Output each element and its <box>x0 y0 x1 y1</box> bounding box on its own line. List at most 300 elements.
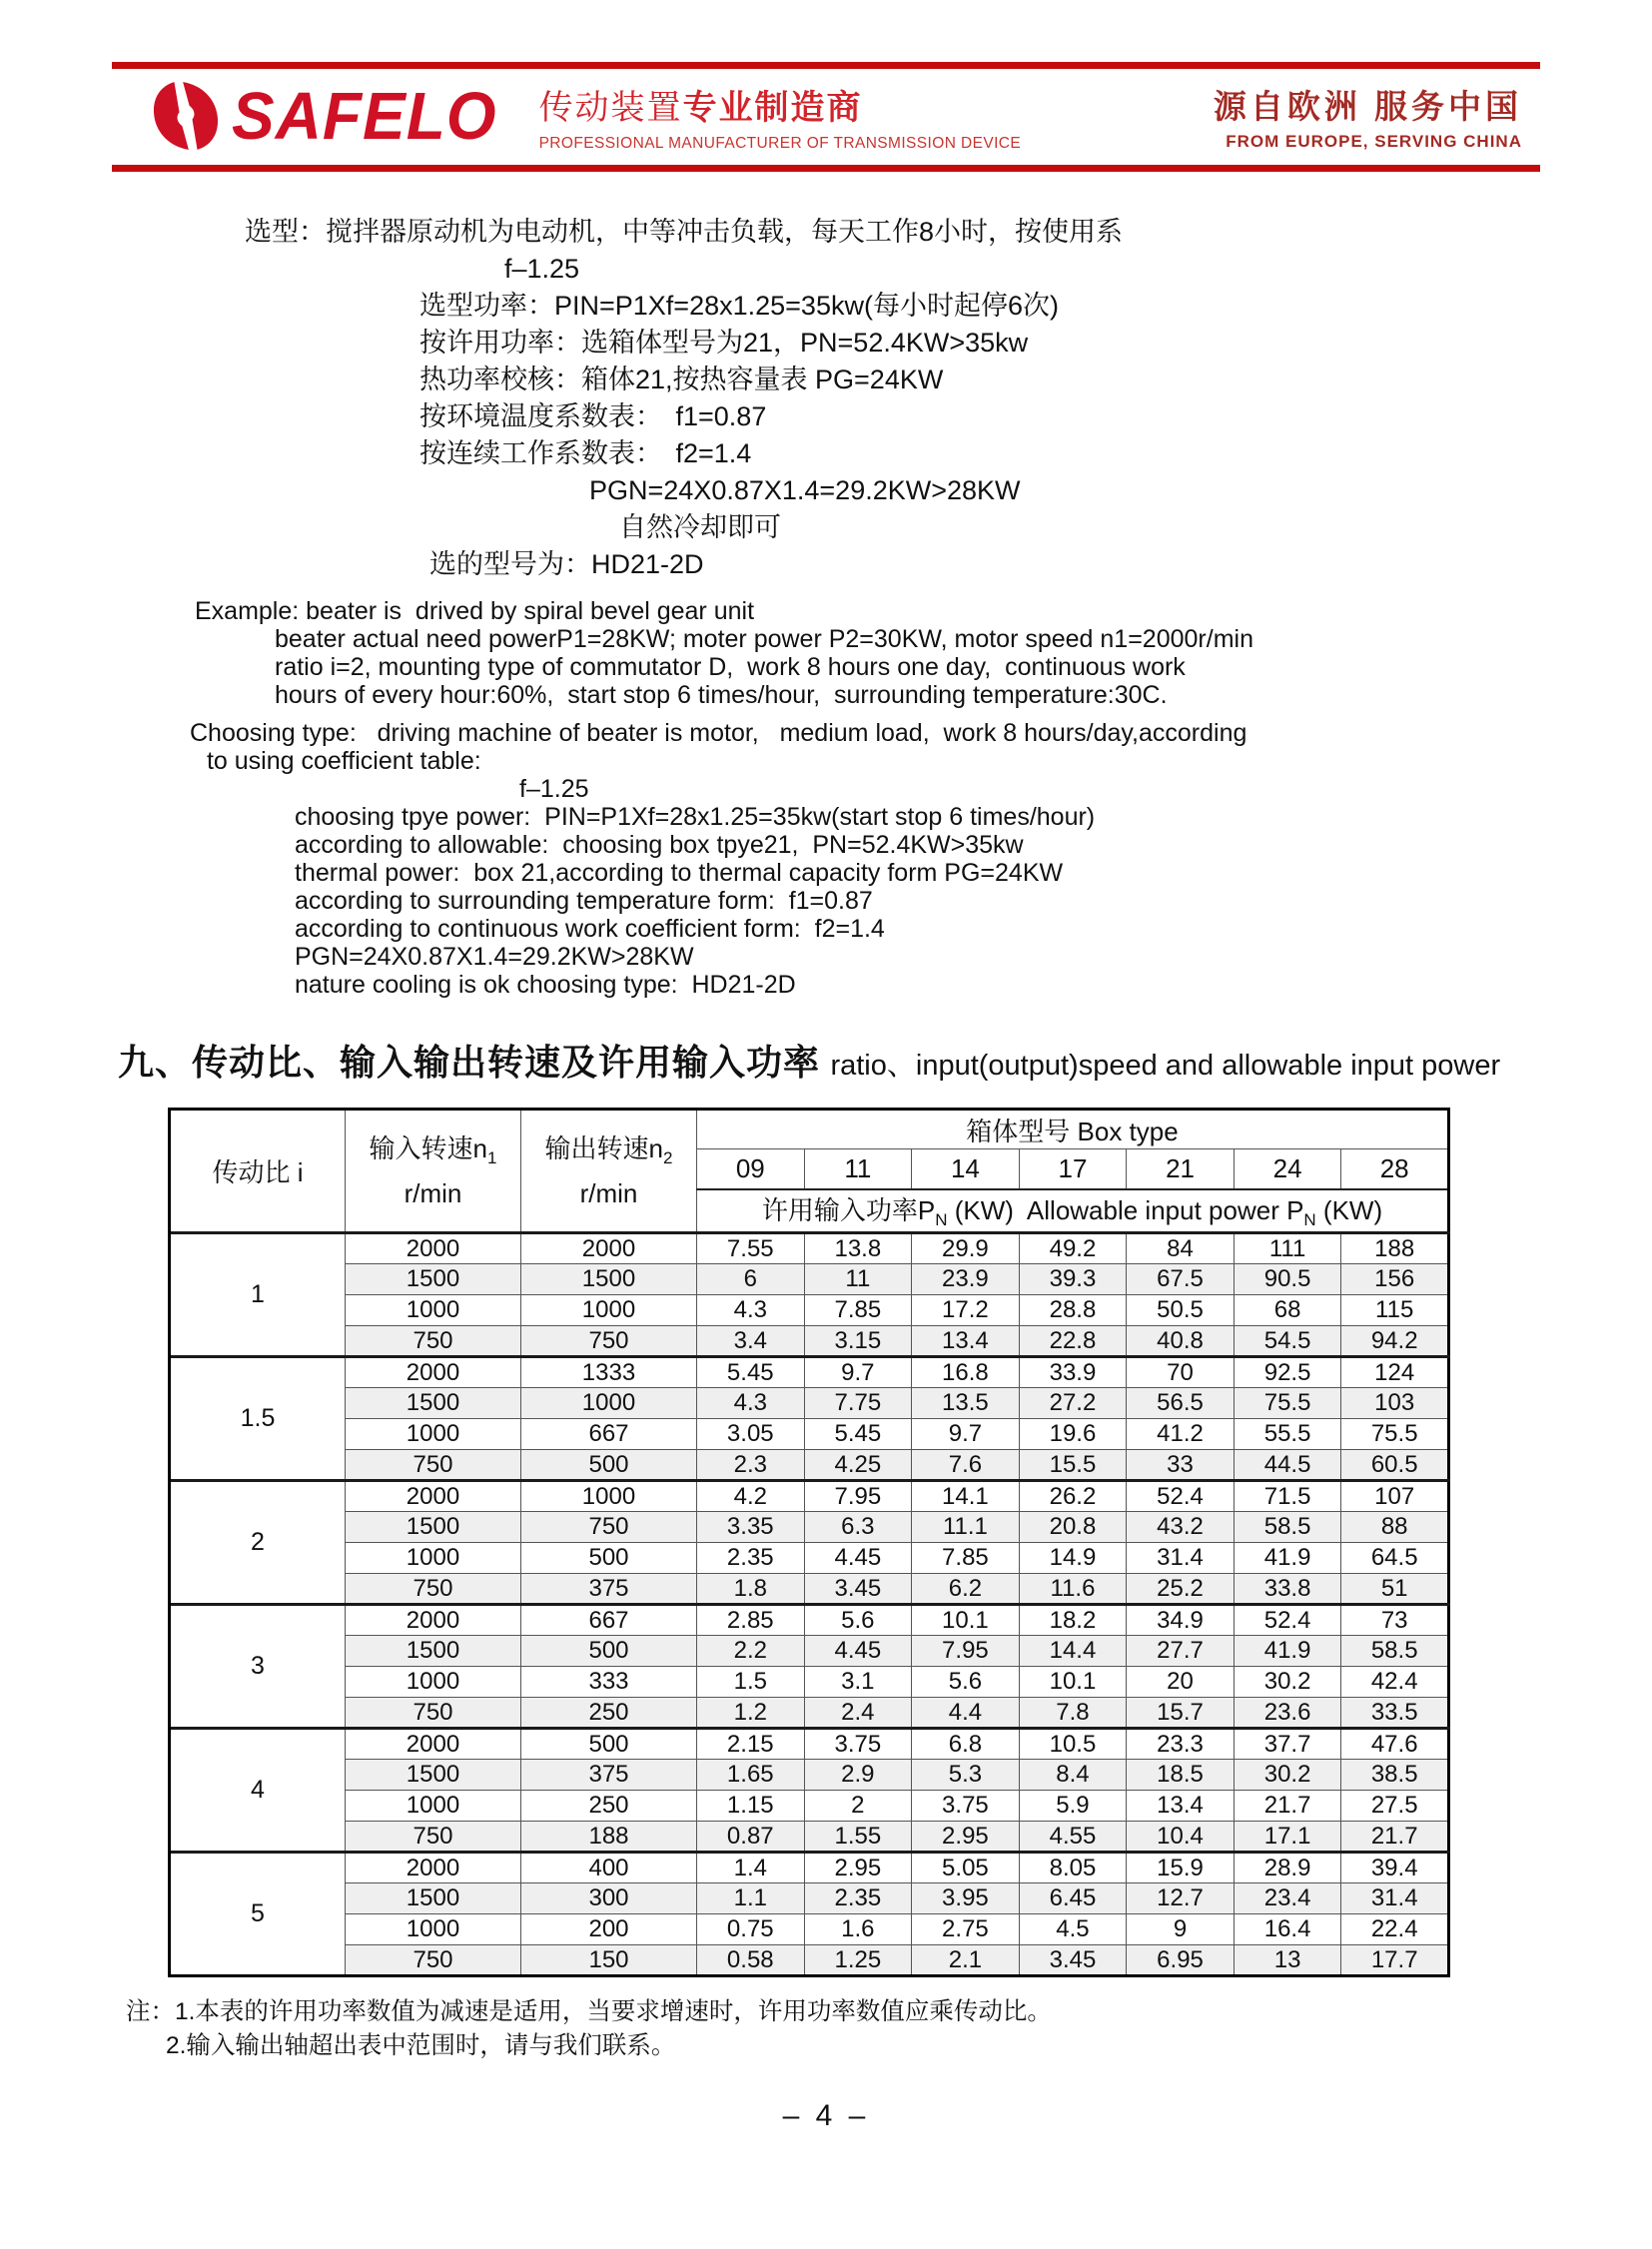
output-speed-label: 输出转速n <box>544 1133 663 1164</box>
power-value-cell: 10.5 <box>1019 1729 1127 1760</box>
power-value-cell: 23.3 <box>1127 1729 1235 1760</box>
power-value-cell: 21.7 <box>1341 1822 1449 1853</box>
power-value-cell: 5.6 <box>912 1667 1020 1698</box>
output-speed-cell: 500 <box>521 1543 697 1574</box>
power-value-cell: 3.35 <box>697 1512 805 1543</box>
power-value-cell: 26.2 <box>1019 1481 1127 1512</box>
power-value-cell: 5.45 <box>697 1357 805 1388</box>
power-value-cell: 8.4 <box>1019 1760 1127 1791</box>
power-value-cell: 3.4 <box>697 1326 805 1357</box>
power-value-cell: 6.3 <box>804 1512 912 1543</box>
power-value-cell: 107 <box>1341 1481 1449 1512</box>
table-row <box>170 1357 1449 1388</box>
power-value-cell: 55.5 <box>1234 1419 1341 1450</box>
power-value-cell: 27.2 <box>1019 1388 1127 1419</box>
power-value-cell: 15.7 <box>1127 1698 1235 1729</box>
power-value-cell: 7.55 <box>697 1233 805 1264</box>
output-speed-cell: 1000 <box>521 1295 697 1326</box>
power-value-cell: 3.05 <box>697 1419 805 1450</box>
power-value-cell: 2.1 <box>912 1945 1020 1976</box>
power-value-cell: 4.4 <box>912 1698 1020 1729</box>
input-speed-cell: 1000 <box>346 1914 521 1945</box>
power-value-cell: 20 <box>1127 1667 1235 1698</box>
input-speed-cell: 1500 <box>346 1388 521 1419</box>
input-speed-cell: 750 <box>346 1450 521 1481</box>
selection-example-english <box>0 597 1652 999</box>
header-slogan <box>539 80 1022 153</box>
power-value-cell: 0.58 <box>697 1945 805 1976</box>
output-speed-cell: 2000 <box>521 1233 697 1264</box>
en-line: according to surrounding temperature form: f1=0.87 <box>295 887 873 915</box>
power-value-cell: 5.45 <box>804 1419 912 1450</box>
power-value-cell: 29.9 <box>912 1233 1020 1264</box>
input-speed-cell: 2000 <box>346 1605 521 1636</box>
output-speed-cell: 1500 <box>521 1264 697 1295</box>
power-value-cell: 64.5 <box>1341 1543 1449 1574</box>
ratio-table-head-rows <box>170 1110 1449 1233</box>
power-value-cell: 52.4 <box>1234 1605 1341 1636</box>
power-value-cell: 67.5 <box>1127 1264 1235 1295</box>
slogan-chinese <box>539 80 1022 129</box>
power-value-cell: 19.6 <box>1019 1419 1127 1450</box>
power-value-cell: 5.6 <box>804 1605 912 1636</box>
table-row <box>170 1543 1449 1574</box>
power-value-cell: 39.4 <box>1341 1853 1449 1883</box>
table-row <box>170 1233 1449 1264</box>
power-value-cell: 1.25 <box>804 1945 912 1976</box>
table-row <box>170 1667 1449 1698</box>
input-speed-cell: 1500 <box>346 1636 521 1667</box>
power-value-cell: 30.2 <box>1234 1667 1341 1698</box>
box-type-28: 28 <box>1341 1149 1449 1189</box>
power-value-cell: 2.95 <box>912 1822 1020 1853</box>
power-value-cell: 7.6 <box>912 1450 1020 1481</box>
power-value-cell: 44.5 <box>1234 1450 1341 1481</box>
output-speed-cell: 375 <box>521 1574 697 1605</box>
ratio-cell: 5 <box>170 1853 346 1976</box>
output-speed-cell: 400 <box>521 1853 697 1883</box>
cn-line: f–1.25 <box>504 254 580 284</box>
section-title-english: ratio、input(output)speed and allowable input power <box>830 1050 1501 1082</box>
power-value-cell: 6 <box>697 1264 805 1295</box>
power-value-cell: 22.8 <box>1019 1326 1127 1357</box>
power-value-cell: 39.3 <box>1019 1264 1127 1295</box>
power-value-cell: 103 <box>1341 1388 1449 1419</box>
input-speed-cell: 750 <box>346 1945 521 1976</box>
power-value-cell: 13.5 <box>912 1388 1020 1419</box>
allowable-cn-unit: (KW) <box>947 1195 1014 1226</box>
header-right-tagline <box>1214 81 1522 152</box>
output-speed-cell: 375 <box>521 1760 697 1791</box>
en-line: choosing tpye power: PIN=P1Xf=28x1.25=35kw(start stop 6 times/hour) <box>295 803 1096 831</box>
output-speed-column-header <box>521 1110 697 1233</box>
input-speed-cell: 1000 <box>346 1791 521 1822</box>
allowable-power-span-header <box>697 1189 1449 1233</box>
power-value-cell: 13.4 <box>1127 1791 1235 1822</box>
box-type-21: 21 <box>1127 1149 1235 1189</box>
cn-line: 热功率校核：箱体21,按热容量表 PG=24KW <box>419 365 944 394</box>
box-type-17: 17 <box>1019 1149 1127 1189</box>
en-line: nature cooling is ok choosing type: HD21-2D <box>295 971 796 999</box>
output-speed-cell: 250 <box>521 1698 697 1729</box>
power-value-cell: 54.5 <box>1234 1326 1341 1357</box>
power-value-cell: 27.5 <box>1341 1791 1449 1822</box>
page-number: – 4 – <box>782 2099 870 2132</box>
power-value-cell: 2.2 <box>697 1636 805 1667</box>
table-row <box>170 1574 1449 1605</box>
power-value-cell: 4.45 <box>804 1636 912 1667</box>
power-value-cell: 2.9 <box>804 1760 912 1791</box>
power-value-cell: 23.6 <box>1234 1698 1341 1729</box>
power-value-cell: 2.3 <box>697 1450 805 1481</box>
input-speed-cell: 1500 <box>346 1512 521 1543</box>
output-speed-sub: 2 <box>663 1148 673 1168</box>
power-value-cell: 7.85 <box>804 1295 912 1326</box>
power-value-cell: 56.5 <box>1127 1388 1235 1419</box>
power-value-cell: 5.3 <box>912 1760 1020 1791</box>
power-value-cell: 60.5 <box>1341 1450 1449 1481</box>
allowable-en-sub: N <box>1303 1210 1316 1230</box>
power-value-cell: 10.1 <box>1019 1667 1127 1698</box>
section-title-chinese: 九、传动比、输入输出转速及许用输入功率 <box>118 1042 821 1083</box>
power-value-cell: 94.2 <box>1341 1326 1449 1357</box>
table-row <box>170 1450 1449 1481</box>
allowable-cn: 许用输入功率P <box>761 1195 936 1226</box>
cn-line: 选型功率：PIN=P1Xf=28x1.25=35kw(每小时起停6次) <box>419 291 1059 321</box>
power-value-cell: 5.9 <box>1019 1791 1127 1822</box>
table-row <box>170 1264 1449 1295</box>
output-speed-unit: r/min <box>579 1177 638 1208</box>
power-value-cell: 6.45 <box>1019 1883 1127 1914</box>
power-value-cell: 2.15 <box>697 1729 805 1760</box>
power-value-cell: 16.8 <box>912 1357 1020 1388</box>
power-value-cell: 7.75 <box>804 1388 912 1419</box>
box-type-span-header: 箱体型号 Box type <box>697 1110 1449 1149</box>
power-value-cell: 34.9 <box>1127 1605 1235 1636</box>
input-speed-cell: 1000 <box>346 1295 521 1326</box>
power-value-cell: 188 <box>1341 1233 1449 1264</box>
power-value-cell: 33.8 <box>1234 1574 1341 1605</box>
power-value-cell: 22.4 <box>1341 1914 1449 1945</box>
power-value-cell: 4.3 <box>697 1295 805 1326</box>
input-speed-cell: 2000 <box>346 1233 521 1264</box>
footnotes <box>126 1995 1652 2063</box>
input-speed-cell: 1500 <box>346 1264 521 1295</box>
power-value-cell: 2.35 <box>804 1883 912 1914</box>
power-value-cell: 11 <box>804 1264 912 1295</box>
input-speed-cell: 750 <box>346 1574 521 1605</box>
brand-logo <box>150 79 497 153</box>
power-value-cell: 1.8 <box>697 1574 805 1605</box>
power-value-cell: 31.4 <box>1127 1543 1235 1574</box>
input-speed-cell: 750 <box>346 1698 521 1729</box>
power-value-cell: 1.2 <box>697 1698 805 1729</box>
power-value-cell: 33 <box>1127 1450 1235 1481</box>
power-value-cell: 9.7 <box>804 1357 912 1388</box>
output-speed-cell: 1333 <box>521 1357 697 1388</box>
power-value-cell: 1.4 <box>697 1853 805 1883</box>
input-speed-cell: 2000 <box>346 1357 521 1388</box>
table-header-row-boxtype <box>170 1110 1449 1149</box>
table-row <box>170 1419 1449 1450</box>
power-value-cell: 43.2 <box>1127 1512 1235 1543</box>
table-row <box>170 1698 1449 1729</box>
cn-line: PGN=24X0.87X1.4=29.2KW>28KW <box>589 475 1021 505</box>
output-speed-cell: 500 <box>521 1636 697 1667</box>
table-row <box>170 1791 1449 1822</box>
power-value-cell: 33.9 <box>1019 1357 1127 1388</box>
power-value-cell: 58.5 <box>1341 1636 1449 1667</box>
slogan-cn-bold: 专业制造商 <box>682 88 863 127</box>
input-speed-sub: 1 <box>487 1148 497 1168</box>
table-row <box>170 1326 1449 1357</box>
ratio-cell: 1 <box>170 1233 346 1357</box>
slogan-english: PROFESSIONAL MANUFACTURER OF TRANSMISSION DEVICE <box>538 134 1022 152</box>
power-value-cell: 115 <box>1341 1295 1449 1326</box>
en-line: according to allowable: choosing box tpye21, PN=52.4KW>35kw <box>295 831 1024 859</box>
safelo-logo-icon <box>150 80 222 152</box>
power-value-cell: 1.6 <box>804 1914 912 1945</box>
en-line: Choosing type: driving machine of beater is motor, medium load, work 8 hours/day,according <box>190 719 1247 747</box>
ratio-cell: 1.5 <box>170 1357 346 1481</box>
power-value-cell: 71.5 <box>1234 1481 1341 1512</box>
output-speed-cell: 500 <box>521 1729 697 1760</box>
power-value-cell: 2.4 <box>804 1698 912 1729</box>
power-value-cell: 8.05 <box>1019 1853 1127 1883</box>
output-speed-cell: 150 <box>521 1945 697 1976</box>
allowable-cn-sub: N <box>935 1210 948 1230</box>
slogan-cn-light: 传动装置 <box>538 88 683 127</box>
allowable-en: Allowable input power P <box>1013 1195 1304 1226</box>
table-row <box>170 1636 1449 1667</box>
input-speed-cell: 1500 <box>346 1883 521 1914</box>
power-value-cell: 18.5 <box>1127 1760 1235 1791</box>
power-value-cell: 0.87 <box>697 1822 805 1853</box>
power-value-cell: 84 <box>1127 1233 1235 1264</box>
power-value-cell: 13 <box>1234 1945 1341 1976</box>
power-value-cell: 20.8 <box>1019 1512 1127 1543</box>
power-value-cell: 7.95 <box>912 1636 1020 1667</box>
selection-example-chinese <box>0 214 1652 583</box>
power-value-cell: 12.7 <box>1127 1883 1235 1914</box>
power-value-cell: 3.45 <box>804 1574 912 1605</box>
power-value-cell: 3.15 <box>804 1326 912 1357</box>
power-value-cell: 11.6 <box>1019 1574 1127 1605</box>
power-value-cell: 124 <box>1341 1357 1449 1388</box>
power-value-cell: 1.1 <box>697 1883 805 1914</box>
input-speed-cell: 2000 <box>346 1853 521 1883</box>
power-value-cell: 15.9 <box>1127 1853 1235 1883</box>
table-row <box>170 1883 1449 1914</box>
footnote-1: 注：1.本表的许用功率数值为减速是适用，当要求增速时，许用功率数值应乘传动比。 <box>126 1998 1052 2025</box>
power-value-cell: 3.45 <box>1019 1945 1127 1976</box>
power-value-cell: 1.5 <box>697 1667 805 1698</box>
power-value-cell: 38.5 <box>1341 1760 1449 1791</box>
cn-line: 按许用功率：选箱体型号为21，PN=52.4KW>35kw <box>419 328 1029 358</box>
power-value-cell: 4.5 <box>1019 1914 1127 1945</box>
table-row <box>170 1512 1449 1543</box>
power-value-cell: 9.7 <box>912 1419 1020 1450</box>
power-value-cell: 6.95 <box>1127 1945 1235 1976</box>
power-value-cell: 3.1 <box>804 1667 912 1698</box>
power-value-cell: 68 <box>1234 1295 1341 1326</box>
power-value-cell: 41.9 <box>1234 1636 1341 1667</box>
output-speed-cell: 750 <box>521 1326 697 1357</box>
power-value-cell: 7.85 <box>912 1543 1020 1574</box>
output-speed-cell: 200 <box>521 1914 697 1945</box>
power-value-cell: 33.5 <box>1341 1698 1449 1729</box>
power-value-cell: 14.4 <box>1019 1636 1127 1667</box>
box-type-14: 14 <box>912 1149 1020 1189</box>
power-value-cell: 14.9 <box>1019 1543 1127 1574</box>
power-value-cell: 28.8 <box>1019 1295 1127 1326</box>
tagline-english: FROM EUROPE, SERVING CHINA <box>1226 131 1522 151</box>
en-line: hours of every hour:60%, start stop 6 times/hour, surrounding temperature:30C. <box>275 681 1168 709</box>
power-value-cell: 27.7 <box>1127 1636 1235 1667</box>
output-speed-cell: 1000 <box>521 1481 697 1512</box>
power-value-cell: 1.15 <box>697 1791 805 1822</box>
page-header <box>112 62 1540 172</box>
ratio-cell: 3 <box>170 1605 346 1729</box>
power-value-cell: 6.8 <box>912 1729 1020 1760</box>
power-value-cell: 7.95 <box>804 1481 912 1512</box>
power-value-cell: 7.8 <box>1019 1698 1127 1729</box>
input-speed-column-header <box>346 1110 521 1233</box>
table-row <box>170 1729 1449 1760</box>
power-value-cell: 0.75 <box>697 1914 805 1945</box>
power-value-cell: 1.65 <box>697 1760 805 1791</box>
output-speed-cell: 500 <box>521 1450 697 1481</box>
table-row <box>170 1295 1449 1326</box>
power-value-cell: 13.4 <box>912 1326 1020 1357</box>
ratio-cell: 4 <box>170 1729 346 1853</box>
power-value-cell: 16.4 <box>1234 1914 1341 1945</box>
power-value-cell: 52.4 <box>1127 1481 1235 1512</box>
power-value-cell: 15.5 <box>1019 1450 1127 1481</box>
power-value-cell: 40.8 <box>1127 1326 1235 1357</box>
output-speed-cell: 300 <box>521 1883 697 1914</box>
power-value-cell: 75.5 <box>1234 1388 1341 1419</box>
table-row <box>170 1945 1449 1976</box>
power-value-cell: 4.2 <box>697 1481 805 1512</box>
power-value-cell: 90.5 <box>1234 1264 1341 1295</box>
power-value-cell: 42.4 <box>1341 1667 1449 1698</box>
power-value-cell: 51 <box>1341 1574 1449 1605</box>
power-value-cell: 2.75 <box>912 1914 1020 1945</box>
table-row <box>170 1760 1449 1791</box>
input-speed-label: 输入转速n <box>369 1133 487 1164</box>
power-value-cell: 4.3 <box>697 1388 805 1419</box>
table-row <box>170 1914 1449 1945</box>
input-speed-cell: 2000 <box>346 1729 521 1760</box>
power-value-cell: 4.25 <box>804 1450 912 1481</box>
footnote-2: 2.输入输出轴超出表中范围时，请与我们联系。 <box>166 2032 676 2059</box>
power-value-cell: 18.2 <box>1019 1605 1127 1636</box>
en-line: thermal power: box 21,according to thermal capacity form PG=24KW <box>295 859 1064 887</box>
power-value-cell: 73 <box>1341 1605 1449 1636</box>
power-value-cell: 6.2 <box>912 1574 1020 1605</box>
power-value-cell: 70 <box>1127 1357 1235 1388</box>
power-value-cell: 10.4 <box>1127 1822 1235 1853</box>
power-value-cell: 28.9 <box>1234 1853 1341 1883</box>
power-value-cell: 2.35 <box>697 1543 805 1574</box>
input-speed-cell: 1000 <box>346 1667 521 1698</box>
power-value-cell: 5.05 <box>912 1853 1020 1883</box>
cn-line: 按环境温度系数表： f1=0.87 <box>419 401 767 431</box>
output-speed-cell: 1000 <box>521 1388 697 1419</box>
power-value-cell: 17.2 <box>912 1295 1020 1326</box>
power-value-cell: 13.8 <box>804 1233 912 1264</box>
power-value-cell: 75.5 <box>1341 1419 1449 1450</box>
power-value-cell: 21.7 <box>1234 1791 1341 1822</box>
allowable-en-unit: (KW) <box>1315 1195 1383 1226</box>
cn-line: 按连续工作系数表： f2=1.4 <box>419 438 752 468</box>
cn-line: 选型：搅拌器原动机为电动机，中等冲击负载，每天工作8小时，按使用系 <box>245 217 1124 247</box>
power-value-cell: 17.7 <box>1341 1945 1449 1976</box>
input-speed-cell: 1000 <box>346 1419 521 1450</box>
power-value-cell: 11.1 <box>912 1512 1020 1543</box>
power-value-cell: 50.5 <box>1127 1295 1235 1326</box>
power-value-cell: 156 <box>1341 1264 1449 1295</box>
output-speed-cell: 250 <box>521 1791 697 1822</box>
table-row <box>170 1822 1449 1853</box>
box-type-11: 11 <box>804 1149 912 1189</box>
output-speed-cell: 667 <box>521 1419 697 1450</box>
logo-wordmark: SAFELO <box>232 78 497 154</box>
cn-line: 选的型号为：HD21-2D <box>429 549 704 579</box>
power-value-cell: 3.75 <box>912 1791 1020 1822</box>
power-value-cell: 14.1 <box>912 1481 1020 1512</box>
power-value-cell: 1.55 <box>804 1822 912 1853</box>
power-value-cell: 23.4 <box>1234 1883 1341 1914</box>
ratio-cell: 2 <box>170 1481 346 1605</box>
power-value-cell: 41.9 <box>1234 1543 1341 1574</box>
power-value-cell: 2 <box>804 1791 912 1822</box>
en-line: ratio i=2, mounting type of commutator D, work 8 hours one day, continuous work <box>275 653 1186 681</box>
power-value-cell: 41.2 <box>1127 1419 1235 1450</box>
input-speed-unit: r/min <box>404 1177 462 1208</box>
power-value-cell: 49.2 <box>1019 1233 1127 1264</box>
input-speed-cell: 1000 <box>346 1543 521 1574</box>
power-value-cell: 37.7 <box>1234 1729 1341 1760</box>
tagline-chinese: 源自欧洲 服务中国 <box>1213 87 1522 125</box>
en-line: according to continuous work coefficient form: f2=1.4 <box>295 915 885 943</box>
en-line: to using coefficient table: <box>200 747 481 775</box>
table-row <box>170 1605 1449 1636</box>
table-row <box>170 1481 1449 1512</box>
power-value-cell: 31.4 <box>1341 1883 1449 1914</box>
table-row <box>170 1388 1449 1419</box>
output-speed-cell: 333 <box>521 1667 697 1698</box>
en-line: Example: beater is drived by spiral bevel gear unit <box>195 597 755 625</box>
power-value-cell: 23.9 <box>912 1264 1020 1295</box>
box-type-24: 24 <box>1234 1149 1341 1189</box>
power-value-cell: 9 <box>1127 1914 1235 1945</box>
en-line: f–1.25 <box>519 775 589 803</box>
power-value-cell: 2.95 <box>804 1853 912 1883</box>
ratio-column-header: 传动比 i <box>170 1110 346 1233</box>
output-speed-cell: 667 <box>521 1605 697 1636</box>
output-speed-cell: 188 <box>521 1822 697 1853</box>
power-value-cell: 10.1 <box>912 1605 1020 1636</box>
power-value-cell: 4.45 <box>804 1543 912 1574</box>
power-value-cell: 88 <box>1341 1512 1449 1543</box>
power-value-cell: 17.1 <box>1234 1822 1341 1853</box>
power-value-cell: 111 <box>1234 1233 1341 1264</box>
power-value-cell: 25.2 <box>1127 1574 1235 1605</box>
input-speed-cell: 750 <box>346 1822 521 1853</box>
power-value-cell: 92.5 <box>1234 1357 1341 1388</box>
